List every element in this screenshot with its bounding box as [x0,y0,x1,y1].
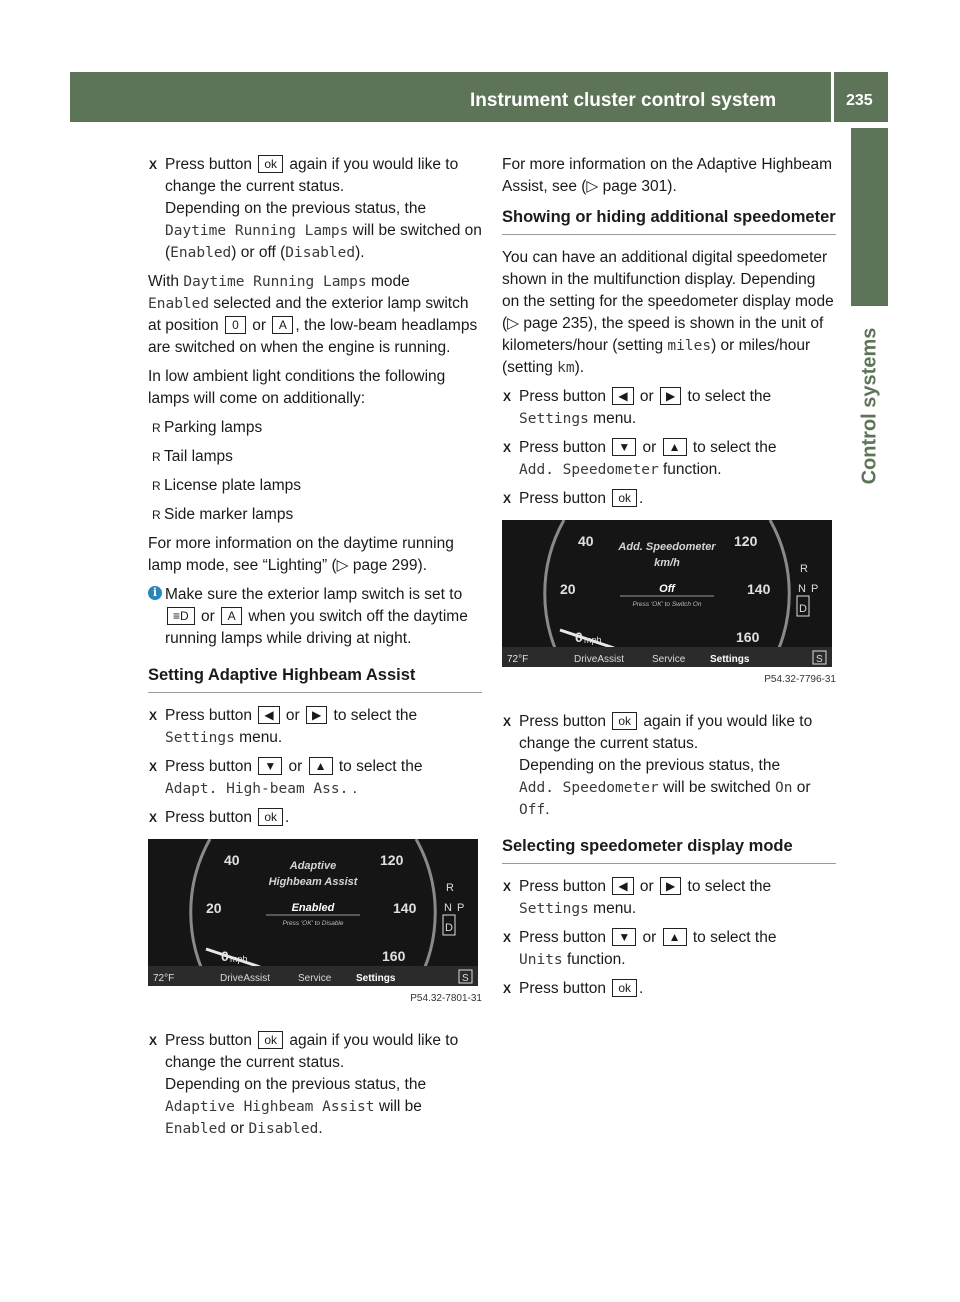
display-title: Adaptive [289,860,337,872]
nav-service: Service [652,654,686,665]
nav-service: Service [298,973,332,984]
step-arrow-icon: X [149,709,158,723]
unit-label: mph [230,954,248,964]
bullet-icon: R [152,450,161,464]
instruction-step: X Press button ok again if you would like to change the current status. Depending on the previous status, the Adaptive Highbeam Assist will be Enabled or Disabled. [149,1032,459,1137]
gear-r: R [446,882,454,894]
display-title: Add. Speedometer [618,541,716,553]
section-heading: Showing or hiding additional speedometer [502,206,836,235]
step-arrow-icon: X [503,931,512,945]
gear-d: D [799,603,807,615]
image-reference: P54.32-7796-31 [764,674,836,685]
lamp-switch-auto-icon: A [221,607,242,625]
instruction-step: X Press button ok . [148,807,482,829]
gear-p: P [811,583,819,595]
ok-key-icon: ok [258,155,283,173]
page-number: 235 [846,92,873,109]
chapter-tab [851,128,888,306]
down-key-icon: ▼ [612,438,636,456]
right-key-icon: ▶ [660,387,681,405]
speed-label: 160 [736,629,760,645]
outside-temp: 72°F [507,654,529,665]
right-key-icon: ▶ [660,877,681,895]
instruction-step: X Press button ◀ or ▶ to select the Settings menu. [503,878,772,917]
step-arrow-icon: X [149,1034,158,1048]
instruction-step: X Press button ▼ or ▲ to select the Adapt. High-beam Ass. . [149,758,423,797]
speed-label: 140 [393,900,417,916]
outside-temp: 72°F [153,973,175,984]
up-key-icon: ▲ [663,928,687,946]
step-arrow-icon: X [149,811,158,825]
paragraph: With Daytime Running Lamps mode Enabled selected and the exterior lamp switch at position 0 or A , the low-beam headlamps are switched on when the engine is running. [148,273,478,356]
bullet-icon: R [152,479,161,493]
nav-settings: Settings [710,654,750,665]
ok-key-icon: ok [612,712,637,730]
nav-driveassist: DriveAssist [574,654,625,665]
speed-label: 140 [747,581,771,597]
list-item: R License plate lamps [148,475,482,497]
down-key-icon: ▼ [612,928,636,946]
step-arrow-icon: X [503,441,512,455]
ok-key-icon: ok [258,1031,283,1049]
status-badge: S [816,654,823,665]
gear-d: D [445,922,453,934]
up-key-icon: ▲ [309,757,333,775]
step-arrow-icon: X [149,760,158,774]
nav-driveassist: DriveAssist [220,973,271,984]
paragraph: For more information on the daytime running lamp mode, see “Lighting” (▷ page 299). [148,535,454,574]
cluster-display-image [502,520,832,667]
speed-label: 40 [224,852,240,868]
speed-label: 0 [575,629,583,645]
cluster-display-image [148,839,478,986]
gear-p: P [457,902,465,914]
ok-key-icon: ok [258,808,283,826]
speed-label: 40 [578,533,594,549]
instruction-step: X Press button ◀ or ▶ to select the Settings menu. [503,388,772,427]
nav-settings: Settings [356,973,396,984]
gear-n: N [798,583,806,595]
section-heading: Selecting speedometer display mode [502,835,836,864]
paragraph: You can have an additional digital speedometer shown in the multifunction display. Depending on the setting for the speedometer display mode (▷ page 235), the speed is shown in the unit of kilometers/hour (setting miles) or miles/hour (setting km). [502,249,834,376]
instruction-step: X Press button ok . [502,978,836,1000]
speed-label: 0 [221,948,229,964]
bullet-icon: R [152,508,161,522]
bullet-icon: R [152,421,161,435]
instruction-step: X Press button ok again if you would like to change the current status. Depending on the previous status, the Daytime Running Lamps will be switched on (Enabled) or off (Disabled). [149,156,482,261]
speed-label: 120 [734,533,758,549]
display-subtitle: km/h [654,557,680,569]
speed-label: 120 [380,852,404,868]
step-arrow-icon: X [149,158,158,172]
speed-label: 20 [206,900,222,916]
header-divider [831,72,834,122]
paragraph: In low ambient light conditions the following lamps will come on additionally: [148,368,446,407]
chapter-label: Control systems [858,327,881,485]
step-arrow-icon: X [503,492,512,506]
image-reference: P54.32-7801-31 [410,993,482,1004]
info-icon: i [148,586,162,600]
unit-label: mph [584,635,602,645]
up-key-icon: ▲ [663,438,687,456]
lamp-switch-auto-icon: A [272,316,293,334]
section-heading: Setting Adaptive Highbeam Assist [148,664,482,693]
low-beam-icon: ≡D [167,607,195,625]
instruction-step: X Press button ok . [502,488,836,510]
list-item: R Side marker lamps [148,504,482,526]
list-item: R Tail lamps [148,446,482,468]
paragraph: For more information on the Adaptive Highbeam Assist, see (▷ page 301). [502,156,832,195]
info-note: i Make sure the exterior lamp switch is set to ≡D or A when you switch off the daytime running lamps while driving at night. [148,584,482,650]
left-column [148,154,482,1147]
left-key-icon: ◀ [258,706,279,724]
display-status: Off [659,583,675,595]
display-subtitle: Highbeam Assist [268,876,358,888]
list-item: R Parking lamps [148,417,482,439]
step-arrow-icon: X [503,880,512,894]
section-title: Instrument cluster control system [470,90,777,111]
right-key-icon: ▶ [306,706,327,724]
left-key-icon: ◀ [612,877,633,895]
lamp-switch-0-icon: 0 [225,316,246,334]
instruction-step: X Press button ok again if you would like to change the current status. Depending on the previous status, the Add. Speedometer will be switched On or Off. [503,713,813,818]
gear-r: R [800,563,808,575]
left-key-icon: ◀ [612,387,633,405]
ok-key-icon: ok [612,979,637,997]
step-arrow-icon: X [503,715,512,729]
speed-label: 20 [560,581,576,597]
ok-key-icon: ok [612,489,637,507]
instruction-step: X Press button ▼ or ▲ to select the Units function. [503,929,777,968]
step-arrow-icon: X [503,982,512,996]
step-arrow-icon: X [503,390,512,404]
right-column [502,154,836,1007]
instruction-step: X Press button ◀ or ▶ to select the Settings menu. [149,707,418,746]
display-hint: Press 'OK' to Switch On [632,601,702,608]
display-status: Enabled [291,902,335,914]
speed-label: 160 [382,948,406,964]
display-hint: Press 'OK' to Disable [282,920,344,927]
down-key-icon: ▼ [258,757,282,775]
gear-n: N [444,902,452,914]
instruction-step: X Press button ▼ or ▲ to select the Add. Speedometer function. [503,439,777,478]
status-badge: S [462,973,469,984]
